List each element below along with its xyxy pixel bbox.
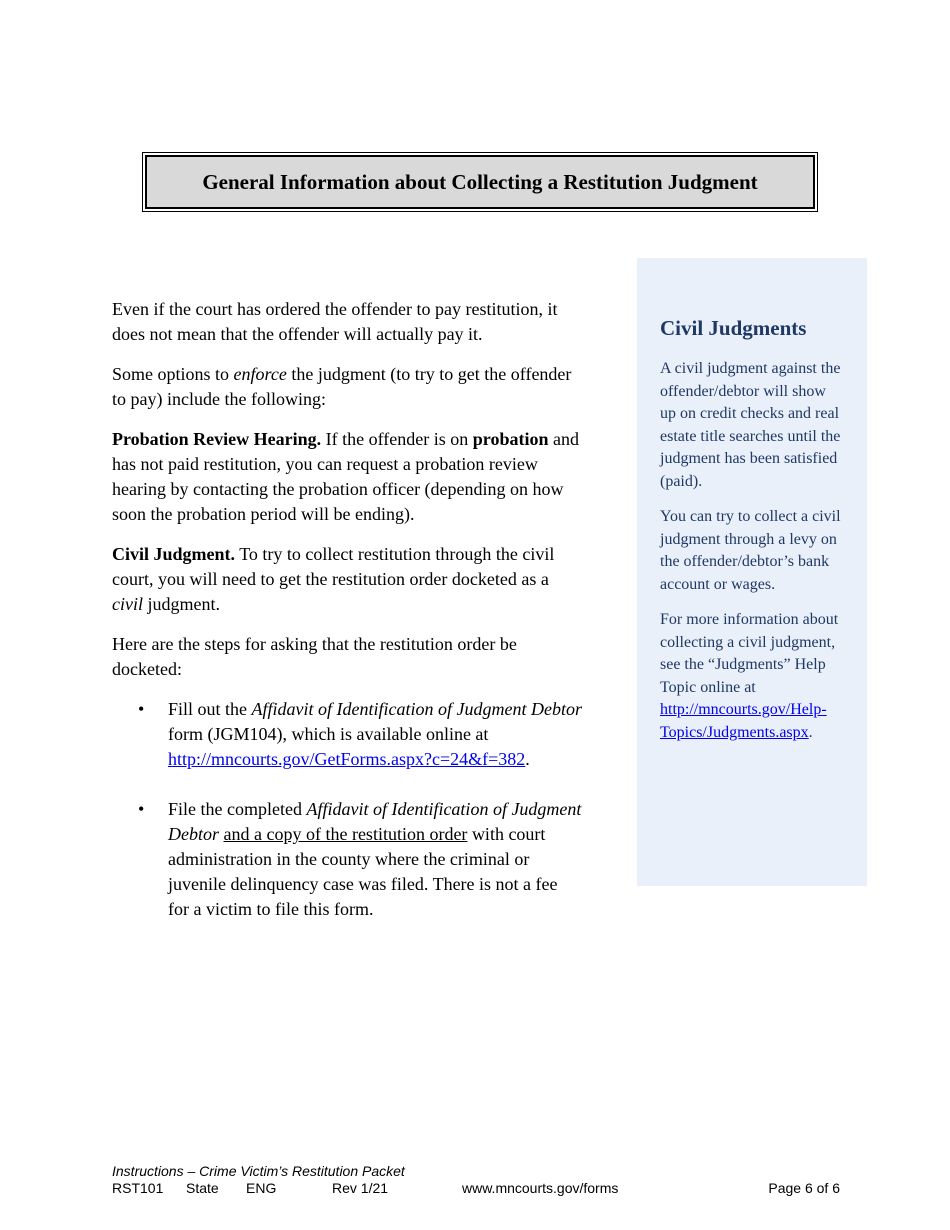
main-content <box>112 297 582 947</box>
footer-rev: Rev 1/21 <box>332 1180 389 1196</box>
civil-judgment-heading: Civil Judgment. <box>112 544 236 564</box>
probation-heading: Probation Review Hearing. <box>112 429 322 449</box>
page-footer <box>112 1163 840 1197</box>
intro-paragraph: Even if the court has ordered the offender to pay restitution, it does not mean that the offender will actually pay it. <box>112 299 558 344</box>
sidebar-paragraph: For more information about collecting a civil judgment, see the “Judgments” Help Topic online at http://mncourts.gov/Help-Topics/Judgments.aspx. <box>660 611 839 741</box>
bullet-icon: • <box>138 799 145 819</box>
list-item: • File the completed Affidavit of Identification of Judgment Debtor and a copy of the restitution order with court administration in the county where the criminal or juvenile delinquency case was filed. There is not a fee for a victim to file this form. <box>138 799 582 919</box>
footer-title: Instructions – Crime Victim’s Restitution Packet <box>112 1163 405 1179</box>
judgments-help-link[interactable]: http://mncourts.gov/Help-Topics/Judgments.aspx <box>660 701 827 741</box>
list-item: • Fill out the Affidavit of Identification of Judgment Debtor form (JGM104), which is available online at http://mncourts.gov/GetForms.aspx?c=24&f=382. <box>138 699 582 769</box>
footer-scope: State <box>186 1180 219 1196</box>
bullet-icon: • <box>138 699 145 719</box>
steps-paragraph: Here are the steps for asking that the restitution order be docketed: <box>112 634 517 679</box>
page-title: General Information about Collecting a Restitution Judgment <box>145 155 815 209</box>
civil-judgment-paragraph: Civil Judgment. To try to collect restitution through the civil court, you will need to get the restitution order docketed as a civil judgment. <box>112 544 555 614</box>
steps-list <box>112 697 582 922</box>
sidebar-heading: Civil Judgments <box>660 316 807 340</box>
options-paragraph: Some options to enforce the judgment (to try to get the offender to pay) include the following: <box>112 364 572 409</box>
footer-lang: ENG <box>246 1180 277 1196</box>
getforms-link[interactable]: http://mncourts.gov/GetForms.aspx?c=24&f=382 <box>168 749 526 769</box>
sidebar-paragraph: A civil judgment against the offender/debtor will show up on credit checks and real estate title searches until the judgment has been satisfied (paid). <box>660 360 841 490</box>
footer-page: Page 6 of 6 <box>768 1180 840 1196</box>
footer-site: www.mncourts.gov/forms <box>462 1180 619 1196</box>
sidebar-paragraph: You can try to collect a civil judgment through a levy on the offender/debtor’s bank account or wages. <box>660 508 841 593</box>
probation-paragraph: Probation Review Hearing. If the offender is on probation and has not paid restitution, you can request a probation review hearing by contacting the probation officer (depending on how soon the probation period will be ending). <box>112 429 579 524</box>
title-box <box>142 152 818 212</box>
civil-judgments-sidebar <box>637 258 867 886</box>
footer-form-id: RST101 <box>112 1180 164 1196</box>
